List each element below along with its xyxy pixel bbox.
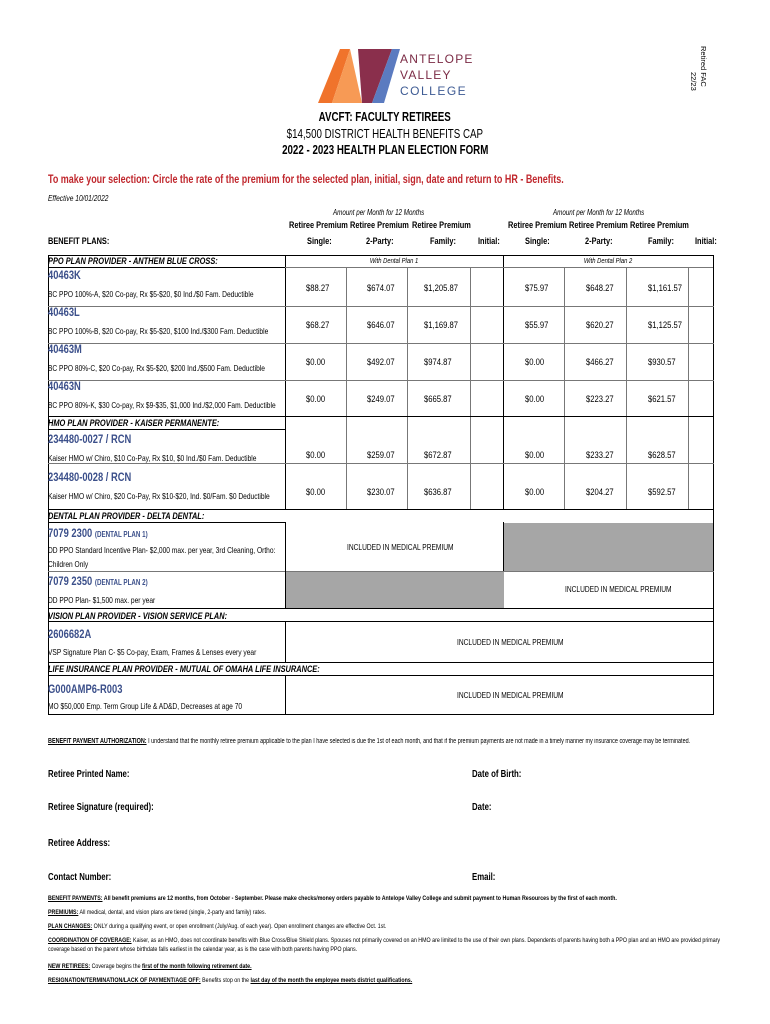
premium-amount[interactable]: $259.07	[367, 450, 395, 460]
premium-amount[interactable]: $466.27	[586, 357, 614, 367]
premium-amount[interactable]: $648.27	[586, 283, 614, 293]
premium-amount[interactable]: $492.07	[367, 357, 395, 367]
signature-label: Retiree Signature (required):	[48, 802, 154, 813]
premium-amount[interactable]: $974.87	[424, 357, 452, 367]
life-plan-code: G000AMP6-R003	[48, 682, 123, 696]
dental1-included: INCLUDED IN MEDICAL PREMIUM	[347, 542, 454, 552]
premium-amount[interactable]: $672.87	[424, 450, 452, 460]
gray-block-plan1	[286, 572, 504, 608]
hdr-initial-2: Initial:	[695, 236, 717, 247]
hdr-premium-5: Retiree Premium	[569, 220, 628, 231]
hdr-premium-1: Retiree Premium	[289, 220, 348, 231]
dental2-included: INCLUDED IN MEDICAL PREMIUM	[565, 584, 672, 594]
medical-plan-code: 234480-0028 / RCN	[48, 470, 132, 484]
logo-line-antelope: ANTELOPE	[400, 52, 474, 66]
medical-plan-desc: Kaiser HMO w/ Chiro, $10 Co-Pay, Rx $10, $0 Ind./$0 Fam. Deductible	[48, 453, 257, 463]
premium-amount[interactable]: $230.07	[367, 487, 395, 497]
premium-amount[interactable]: $665.87	[424, 394, 452, 404]
note-new-retirees: NEW RETIREES: Coverage begins the first of the month following retirement date.	[48, 963, 252, 970]
note-plan-changes: PLAN CHANGES: ONLY during a qualifying event, or open enrollment (July/Aug. of each year). Open enrollment changes are effective Oct. 1st.	[48, 923, 387, 930]
vision-plan-desc: VSP Signature Plan C- $5 Co-pay, Exam, Frames & Lenses every year	[48, 647, 257, 657]
printed-name-label: Retiree Printed Name:	[48, 769, 130, 780]
premium-amount[interactable]: $1,169.87	[424, 320, 459, 330]
premium-amount[interactable]: $0.00	[306, 394, 326, 404]
vision-plan-code: 2606682A	[48, 627, 92, 641]
premium-amount[interactable]: $0.00	[525, 357, 545, 367]
premium-amount[interactable]: $88.27	[306, 283, 330, 293]
premium-amount[interactable]: $621.57	[648, 394, 676, 404]
premium-amount[interactable]: $930.57	[648, 357, 676, 367]
premium-amount[interactable]: $1,205.87	[424, 283, 459, 293]
premium-amount[interactable]: $249.07	[367, 394, 395, 404]
amount-caption-2: Amount per Month for 12 Months	[553, 208, 645, 217]
hdr-premium-6: Retiree Premium	[630, 220, 689, 231]
instructions: To make your selection: Circle the rate of the premium for the selected plan, initial, sign, date and return to HR - Benefits.	[48, 174, 564, 186]
dob-label: Date of Birth:	[472, 769, 522, 780]
premium-amount[interactable]: $0.00	[525, 450, 545, 460]
dental-plan2-code: 7079 2350 (DENTAL PLAN 2)	[48, 574, 148, 588]
premium-amount[interactable]: $0.00	[306, 487, 326, 497]
note-coordination: COORDINATION OF COVERAGE: Kaiser, as an HMO, does not coordinate benefits with Blue Cross/Blue Shield plans. Spouses not primarily covered on an HMO are limited to the use of their own plans. Dependents of parents having both a PPO plan and an HMO are provided primary coverage based on the parent whose birthdate falls earliest in the calendar year, as is the case with both parents having PPO plans.	[48, 937, 721, 953]
medical-plan-code: 40463N	[48, 379, 81, 393]
hdr-initial-1: Initial:	[478, 236, 500, 247]
corner-note-line1: Retired FAC	[699, 46, 708, 87]
life-plan-desc: MO $50,000 Emp. Term Group Life & AD&D, Decreases at age 70	[48, 701, 243, 711]
premium-amount[interactable]: $0.00	[525, 394, 545, 404]
gray-block-plan2	[504, 523, 713, 571]
premium-amount[interactable]: $0.00	[525, 487, 545, 497]
hmo-provider-heading: HMO PLAN PROVIDER - KAISER PERMANENTE:	[48, 418, 220, 429]
hdr-2party-1: 2-Party:	[366, 236, 394, 247]
hdr-premium-2: Retiree Premium	[350, 220, 409, 231]
premium-amount[interactable]: $592.57	[648, 487, 676, 497]
logo-wordmark	[400, 51, 474, 99]
dental-plan2-desc: DD PPO Plan- $1,500 max. per year	[48, 595, 156, 605]
medical-plan-desc: BC PPO 80%-C, $20 Co-pay, Rx $5-$20, $200 Ind./$500 Fam. Deductible	[48, 363, 265, 373]
hdr-family-2: Family:	[648, 236, 674, 247]
hdr-premium-4: Retiree Premium	[508, 220, 567, 231]
with-dental-plan-2: With Dental Plan 2	[583, 256, 633, 265]
medical-plan-code: 40463L	[48, 305, 80, 319]
form-header	[0, 110, 770, 157]
logo-line-valley: VALLEY	[400, 68, 452, 82]
premium-amount[interactable]: $55.97	[525, 320, 549, 330]
date-label: Date:	[472, 802, 492, 813]
medical-plan-code: 40463M	[48, 342, 82, 356]
premium-amount[interactable]: $75.97	[525, 283, 549, 293]
corner-note-line2: 22/23	[689, 72, 698, 91]
hdr-2party-2: 2-Party:	[585, 236, 613, 247]
medical-plan-code: 40463K	[48, 268, 81, 282]
premium-amount[interactable]: $223.27	[586, 394, 614, 404]
premium-amount[interactable]: $1,161.57	[648, 283, 683, 293]
medical-plan-desc: Kaiser HMO w/ Chiro, $20 Co-Pay, Rx $10-$20, Ind. $0/Fam. $0 Deductible	[48, 491, 270, 501]
address-label: Retiree Address:	[48, 838, 111, 849]
medical-plan-desc: BC PPO 80%-K, $30 Co-pay, Rx $9-$35, $1,000 Ind./$2,000 Fam. Deductible	[48, 400, 276, 410]
premium-amount[interactable]: $0.00	[306, 357, 326, 367]
vision-provider-heading: VISION PLAN PROVIDER - VISION SERVICE PLAN:	[48, 611, 228, 622]
ppo-provider-heading: PPO PLAN PROVIDER - ANTHEM BLUE CROSS:	[48, 256, 218, 267]
dental-provider-heading: DENTAL PLAN PROVIDER - DELTA DENTAL:	[48, 511, 205, 522]
hdr-family-1: Family:	[430, 236, 456, 247]
medical-plan-desc: BC PPO 100%-A, $20 Co-pay, Rx $5-$20, $0 Ind./$0 Fam. Deductible	[48, 289, 254, 299]
benefits-cap: $14,500 DISTRICT HEALTH BENEFITS CAP	[286, 127, 484, 141]
premium-amount[interactable]: $1,125.57	[648, 320, 683, 330]
effective-date: Effective 10/01/2022	[48, 193, 109, 203]
note-payments: BENEFIT PAYMENTS: All benefit premiums are 12 months, from October - September. Please make checks/money orders payable to Antelope Valley College and submit payment to Human Resources by the first of each month.	[48, 895, 617, 902]
email-label: Email:	[472, 872, 496, 883]
dental-plan1-desc2: Children Only	[48, 559, 89, 569]
hdr-single-2: Single:	[525, 236, 550, 247]
premium-amount[interactable]: $646.07	[367, 320, 395, 330]
premium-amount[interactable]: $636.87	[424, 487, 452, 497]
dental-plan1-code: 7079 2300 (DENTAL PLAN 1)	[48, 526, 148, 540]
benefit-plans-label: BENEFIT PLANS:	[48, 236, 110, 247]
logo-line-college: COLLEGE	[400, 84, 468, 98]
premium-amount[interactable]: $620.27	[586, 320, 614, 330]
amount-caption-1: Amount per Month for 12 Months	[333, 208, 425, 217]
note-resignation: RESIGNATION/TERMINATION/LACK OF PAYMENT/AGE OFF: Benefits stop on the last day of the month the employee meets district qualifications.	[48, 977, 413, 984]
note-premiums: PREMIUMS: All medical, dental, and vision plans are tiered (single, 2-party and family) rates.	[48, 909, 267, 916]
premium-amount[interactable]: $68.27	[306, 320, 330, 330]
medical-plan-code: 234480-0027 / RCN	[48, 432, 132, 446]
dental-plan1-desc: DD PPO Standard Incentive Plan- $2,000 max. per year, 3rd Cleaning, Ortho:	[48, 545, 276, 555]
life-included: INCLUDED IN MEDICAL PREMIUM	[457, 690, 564, 700]
contact-label: Contact Number:	[48, 872, 112, 883]
with-dental-plan-1: With Dental Plan 1	[369, 256, 419, 265]
premium-amount[interactable]: $233.27	[586, 450, 614, 460]
premium-amount[interactable]: $204.27	[586, 487, 614, 497]
premium-amount[interactable]: $674.07	[367, 283, 395, 293]
form-title: AVCFT: FACULTY RETIREES	[318, 110, 452, 124]
corner-note	[690, 46, 710, 106]
form-subtitle: 2022 - 2023 HEALTH PLAN ELECTION FORM	[281, 143, 489, 157]
premium-amount[interactable]: $0.00	[306, 450, 326, 460]
medical-plan-desc: BC PPO 100%-B, $20 Co-pay, Rx $5-$20, $100 Ind./$300 Fam. Deductible	[48, 326, 269, 336]
benefit-payment-authorization: BENEFIT PAYMENT AUTHORIZATION: I understand that the monthly retiree premium applicable to the plan I have selected is due the 1st of each month, and that if the premium payments are not made in a timely manner my insurance coverage may be terminated.	[48, 738, 691, 745]
premium-amount[interactable]: $628.57	[648, 450, 676, 460]
hdr-premium-3: Retiree Premium	[412, 220, 471, 231]
hdr-single-1: Single:	[307, 236, 332, 247]
life-provider-heading: LIFE INSURANCE PLAN PROVIDER - MUTUAL OF OMAHA LIFE INSURANCE:	[48, 664, 320, 675]
vision-included: INCLUDED IN MEDICAL PREMIUM	[457, 637, 564, 647]
